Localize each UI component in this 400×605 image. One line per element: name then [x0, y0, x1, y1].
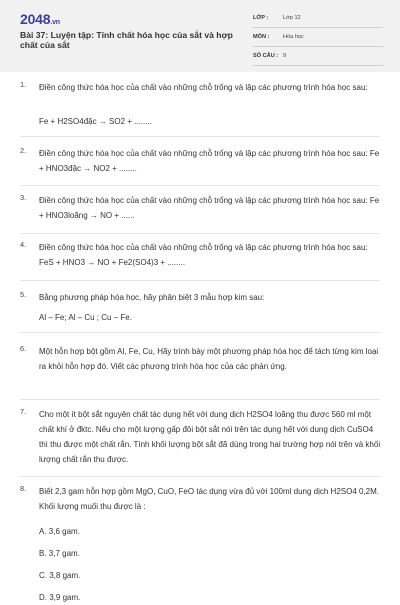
question-number: 5.	[20, 290, 27, 299]
question-divider	[20, 332, 380, 333]
question-text: Điền công thức hóa học của chất vào những chỗ trống và lập các phương trình hóa học sau: Fe + HNO3loãng → NO + ......	[39, 196, 380, 220]
question-equation: Fe + H2SO4đặc → SO2 + ........	[39, 117, 152, 126]
meta-value: Lớp 12	[283, 15, 301, 21]
lesson-title: Bài 37: Luyện tập: Tính chất hóa học của sắt và hợp chất của sắt	[20, 30, 233, 50]
answer-option-d[interactable]: D. 3,9 gam.	[39, 593, 81, 602]
question-divider	[20, 476, 380, 477]
question-divider	[20, 185, 380, 186]
question-number: 2.	[20, 146, 27, 155]
question-number: 7.	[20, 407, 27, 416]
question-text: Điền công thức hóa học của chất vào những chỗ trống và lập các phương trình hóa học sau: FeS + HNO3 → NO + Fe2(SO4)3 + ........	[39, 243, 368, 267]
meta-label: SỐ CÂU :	[253, 53, 279, 59]
question-text: Điền công thức hóa học của chất vào những chỗ trống và lập các phương trình hóa học sau: Fe + HNO3đặc → NO2 + ........	[39, 149, 380, 173]
question-text: Biết 2,3 gam hỗn hợp gồm MgO, CuO, FeO tác dụng vừa đủ với 100ml dung dịch H2SO4 0,2M. Khối lượng muối thu được là :	[39, 487, 380, 511]
meta-value: 9	[283, 53, 287, 59]
meta-label: LỚP :	[253, 15, 269, 21]
answer-option-a[interactable]: A. 3,6 gam.	[39, 527, 80, 536]
meta-label: MÔN :	[253, 34, 270, 40]
question-text: Cho một ít bột sắt nguyên chất tác dụng hết với dung dịch H2SO4 loãng thu được 560 ml một chất khí ở đktc. Nếu cho một lượng gấp đôi bột sắt nói trên tác dụng hết với dung dịch CuSO4 thì thu được một chất rắn. Tính khối lượng bột sắt đã dùng trong hai trường hợp nói trên và khối lượng chất rắn thu được.	[39, 410, 381, 464]
question-text: Điền công thức hóa học của chất vào những chỗ trống và lập các phương trình hóa học sau:	[39, 83, 368, 92]
question-number: 6.	[20, 344, 27, 353]
question-equation: Al – Fe; Al – Cu ; Cu – Fe.	[39, 313, 132, 322]
question-number: 3.	[20, 193, 27, 202]
answer-option-b[interactable]: B. 3,7 gam.	[39, 549, 80, 558]
logo-suffix: .vn	[50, 19, 60, 26]
question-number: 8.	[20, 484, 27, 493]
question-divider	[20, 233, 380, 234]
worksheet-header	[0, 0, 400, 72]
question-text: Bằng phương pháp hóa học, hãy phân biệt 3 mẫu hợp kim sau:	[39, 293, 265, 302]
meta-row-subject	[253, 31, 383, 47]
question-number: 1.	[20, 80, 27, 89]
question-number: 4.	[20, 240, 27, 249]
meta-row-class	[253, 12, 383, 28]
meta-row-question-count	[253, 50, 383, 66]
site-logo[interactable]	[20, 11, 60, 27]
question-divider	[20, 399, 380, 400]
question-text: Một hỗn hợp bột gồm Al, Fe, Cu, Hãy trình bày một phương pháp hóa học để tách từng kim loại ra khỏi hỗn hợp đó. Viết các phương trình hóa học của các phản ứng.	[39, 347, 379, 371]
lesson-meta	[253, 12, 383, 69]
meta-value: Hóa học	[283, 34, 304, 40]
question-divider	[20, 280, 380, 281]
answer-option-c[interactable]: C. 3,8 gam.	[39, 571, 81, 580]
question-divider	[20, 136, 380, 137]
logo-main: 2048	[20, 11, 51, 27]
